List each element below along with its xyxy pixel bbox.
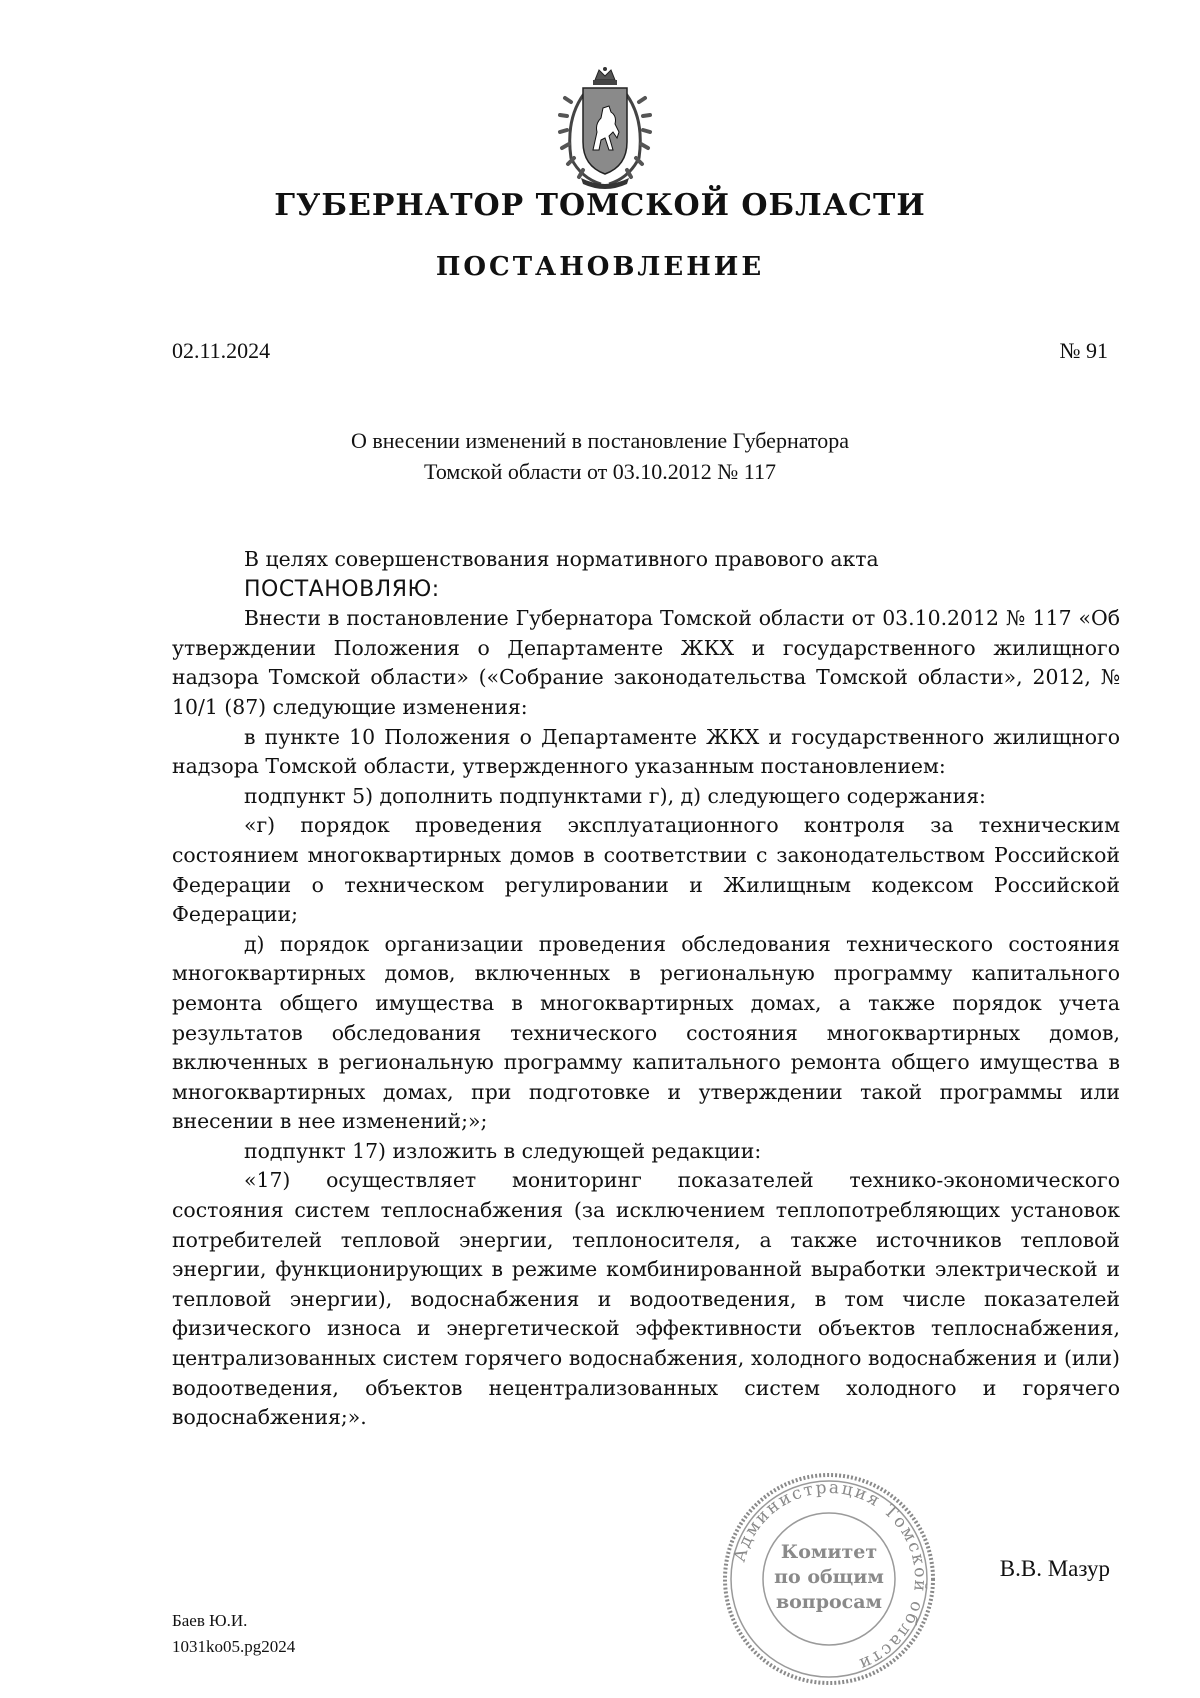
signatory-name: В.В. Мазур [999, 1556, 1110, 1581]
executor-block [172, 1608, 295, 1660]
document-body [172, 545, 1120, 1433]
body-paragraph-amendment: Внести в постановление Губернатора Томской области от 03.10.2012 № 117 «Об утверждении Положения о Департаменте ЖКХ и государственного жилищного надзора Томской области» («Собрание законодательства Томской области», 2012, № 10/1 (87) следующие изменения: [172, 606, 1120, 719]
executor-name: Баев Ю.И. [172, 1611, 248, 1630]
official-stamp [720, 1470, 938, 1688]
tomsk-oblast-coat-of-arms-icon [557, 66, 653, 190]
subject-line-1: О внесении изменений в постановление Губернатора [350, 428, 850, 453]
subject-line-2: Томской области от 03.10.2012 № 117 [424, 459, 776, 484]
stamp-center-line-2: по общим [774, 1566, 884, 1588]
document-number: № 91 [1059, 338, 1108, 363]
document-type: ПОСТАНОВЛЕНИЕ [435, 252, 765, 282]
body-paragraph-item-17: «17) осуществляет мониторинг показателей технико-экономического состояния систем теплоснабжения (за исключением теплопотребляющих установок потребителей тепловой энергии, теплоносителя, а также источников тепловой энергии, функционирующих в режиме комбинированной выработки электрической и тепловой энергии), водоснабжения и водоотведения, в том числе показателей физического износа и энергетической эффективности объектов теплоснабжения, централизованных систем горячего водоснабжения, холодного водоснабжения и (или) водоотведения, объектов нецентрализованных систем холодного и горячего водоснабжения;». [172, 1168, 1120, 1430]
body-paragraph-subclause-17: подпункт 17) изложить в следующей редакции: [244, 1138, 762, 1163]
stamp-center-line-3: вопросам [775, 1591, 883, 1613]
body-paragraph-subclause-5: подпункт 5) дополнить подпунктами г), д) следующего содержания: [244, 783, 986, 808]
body-paragraph-purpose: В целях совершенствования нормативного правового акта [244, 547, 879, 571]
executor-file-code: 1031ko05.pg2024 [172, 1637, 296, 1656]
document-subject [0, 425, 1200, 487]
body-paragraph-decree: ПОСТАНОВЛЯЮ: [244, 576, 440, 602]
issuing-authority: ГУБЕРНАТОР ТОМСКОЙ ОБЛАСТИ [274, 188, 926, 223]
body-paragraph-item-g: «г) порядок проведения эксплуатационного контроля за техническим состоянием многоквартирных домов в соответствии с законодательством Российской Федерации о техническом регулировании и Жилищным кодексом Российской Федерации; [172, 813, 1120, 927]
body-paragraph-item-d: д) порядок организации проведения обследования технического состояния многоквартирных домов, включенных в региональную программу капитального ремонта общего имущества в многоквартирных домах, а также порядок учета результатов обследования технического состояния многоквартирных домов, включенных в региональную программу капитального ремонта общего имущества в многоквартирных домах, при подготовке и утверждении такой программы или внесении в нее изменений;»; [172, 931, 1120, 1134]
document-date: 02.11.2024 [172, 338, 271, 363]
body-paragraph-clause-10: в пункте 10 Положения о Департаменте ЖКХ и государственного жилищного надзора Томской области, утвержденного указанным постановлением: [172, 724, 1120, 779]
stamp-ring-text: Администрация Томской области [729, 1477, 931, 1675]
stamp-center-line-1: Комитет [780, 1541, 878, 1563]
